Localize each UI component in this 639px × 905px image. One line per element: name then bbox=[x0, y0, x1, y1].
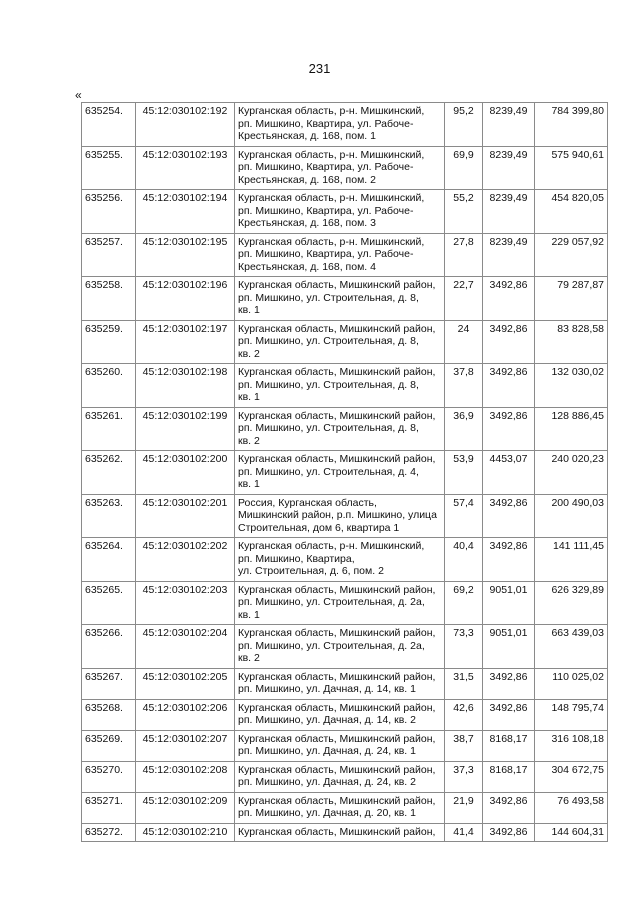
cadastral-number-cell: 45:12:030102:205 bbox=[136, 668, 235, 699]
area-cell: 55,2 bbox=[445, 190, 483, 234]
specific-value-cell: 3492,86 bbox=[483, 494, 535, 538]
cadastral-value-table bbox=[81, 102, 608, 842]
cadastral-number-cell: 45:12:030102:197 bbox=[136, 320, 235, 364]
cadastral-number-cell: 45:12:030102:198 bbox=[136, 364, 235, 408]
specific-value-cell: 3492,86 bbox=[483, 538, 535, 582]
area-cell: 69,2 bbox=[445, 581, 483, 625]
table-row bbox=[82, 823, 608, 842]
table-row bbox=[82, 699, 608, 730]
address-line: рп. Мишкино, ул. Строительная, д. 8, bbox=[238, 378, 419, 391]
address-line: кв. 1 bbox=[238, 608, 260, 621]
address-line: Курганская область, р-н. Мишкинский, bbox=[238, 235, 425, 248]
specific-value-cell: 3492,86 bbox=[483, 668, 535, 699]
address-line: Курганская область, Мишкинский район, bbox=[238, 453, 436, 465]
specific-value-cell: 3492,86 bbox=[483, 823, 535, 842]
area-cell: 41,4 bbox=[445, 823, 483, 842]
cadastral-value-cell: 132 030,02 bbox=[535, 364, 608, 408]
table-row bbox=[82, 730, 608, 761]
row-number-cell: 635267. bbox=[82, 668, 136, 699]
table-row bbox=[82, 761, 608, 792]
address-line: рп. Мишкино, Квартира, ул. Рабоче- bbox=[238, 117, 414, 130]
address-cell bbox=[235, 364, 445, 408]
table-row bbox=[82, 146, 608, 190]
area-cell: 53,9 bbox=[445, 451, 483, 495]
address-line: Курганская область, Мишкинский район, bbox=[238, 794, 436, 807]
table-row bbox=[82, 668, 608, 699]
cadastral-value-cell: 83 828,58 bbox=[535, 320, 608, 364]
address-cell bbox=[235, 625, 445, 669]
address-line: кв. 2 bbox=[238, 434, 260, 447]
table-body bbox=[82, 103, 608, 842]
cadastral-value-cell: 454 820,05 bbox=[535, 190, 608, 234]
address-cell bbox=[235, 730, 445, 761]
cadastral-value-cell: 663 439,03 bbox=[535, 625, 608, 669]
cadastral-value-cell: 79 287,87 bbox=[535, 277, 608, 321]
address-line: Курганская область, Мишкинский район, bbox=[238, 627, 436, 639]
specific-value-cell: 8239,49 bbox=[483, 190, 535, 234]
specific-value-cell: 8168,17 bbox=[483, 761, 535, 792]
cadastral-number-cell: 45:12:030102:210 bbox=[136, 823, 235, 842]
row-number-cell: 635268. bbox=[82, 699, 136, 730]
area-cell: 36,9 bbox=[445, 407, 483, 451]
table-row bbox=[82, 233, 608, 277]
table-row bbox=[82, 792, 608, 823]
row-number-cell: 635254. bbox=[82, 103, 136, 147]
cadastral-value-cell: 76 493,58 bbox=[535, 792, 608, 823]
address-line: Курганская область, р-н. Мишкинский, bbox=[238, 192, 425, 204]
row-number-cell: 635266. bbox=[82, 625, 136, 669]
table-row bbox=[82, 494, 608, 538]
table-row bbox=[82, 277, 608, 321]
address-line: кв. 1 bbox=[238, 391, 260, 403]
area-cell: 40,4 bbox=[445, 538, 483, 582]
address-line: рп. Мишкино, ул. Строительная, д. 4, bbox=[238, 465, 419, 478]
address-line: Курганская область, р-н. Мишкинский, bbox=[238, 105, 425, 117]
address-cell bbox=[235, 823, 445, 842]
address-line: Курганская область, Мишкинский район, bbox=[238, 583, 436, 596]
cadastral-number-cell: 45:12:030102:193 bbox=[136, 146, 235, 190]
row-number-cell: 635255. bbox=[82, 146, 136, 190]
cadastral-number-cell: 45:12:030102:196 bbox=[136, 277, 235, 321]
specific-value-cell: 3492,86 bbox=[483, 792, 535, 823]
cadastral-number-cell: 45:12:030102:195 bbox=[136, 233, 235, 277]
address-line: рп. Мишкино, Квартира, ул. Рабоче- bbox=[238, 204, 414, 217]
address-line: Курганская область, Мишкинский район, bbox=[238, 670, 436, 683]
address-cell bbox=[235, 699, 445, 730]
cadastral-number-cell: 45:12:030102:203 bbox=[136, 581, 235, 625]
area-cell: 37,8 bbox=[445, 364, 483, 408]
cadastral-number-cell: 45:12:030102:194 bbox=[136, 190, 235, 234]
address-cell bbox=[235, 103, 445, 147]
address-cell bbox=[235, 494, 445, 538]
cadastral-value-cell: 200 490,03 bbox=[535, 494, 608, 538]
address-line: рп. Мишкино, ул. Строительная, д. 8, bbox=[238, 422, 419, 434]
cadastral-number-cell: 45:12:030102:209 bbox=[136, 792, 235, 823]
address-line: рп. Мишкино, ул. Строительная, д. 2а, bbox=[238, 596, 425, 608]
specific-value-cell: 8239,49 bbox=[483, 233, 535, 277]
opening-quote-mark: « bbox=[75, 88, 82, 102]
address-cell bbox=[235, 668, 445, 699]
cadastral-number-cell: 45:12:030102:208 bbox=[136, 761, 235, 792]
row-number-cell: 635256. bbox=[82, 190, 136, 234]
address-line: Курганская область, Мишкинский район, bbox=[238, 322, 436, 335]
address-line: рп. Мишкино, Квартира, bbox=[238, 552, 355, 565]
area-cell: 24 bbox=[445, 320, 483, 364]
area-cell: 73,3 bbox=[445, 625, 483, 669]
address-line: Курганская область, Мишкинский район, bbox=[238, 701, 436, 714]
specific-value-cell: 3492,86 bbox=[483, 320, 535, 364]
cadastral-value-cell: 784 399,80 bbox=[535, 103, 608, 147]
table-row bbox=[82, 625, 608, 669]
specific-value-cell: 3492,86 bbox=[483, 699, 535, 730]
address-line: кв. 2 bbox=[238, 347, 260, 360]
area-cell: 37,3 bbox=[445, 761, 483, 792]
cadastral-number-cell: 45:12:030102:204 bbox=[136, 625, 235, 669]
address-cell bbox=[235, 320, 445, 364]
cadastral-value-cell: 229 057,92 bbox=[535, 233, 608, 277]
row-number-cell: 635269. bbox=[82, 730, 136, 761]
address-line: Курганская область, Мишкинский район, bbox=[238, 409, 436, 422]
specific-value-cell: 3492,86 bbox=[483, 364, 535, 408]
row-number-cell: 635265. bbox=[82, 581, 136, 625]
address-line: Курганская область, Мишкинский район, bbox=[238, 279, 436, 291]
address-cell bbox=[235, 792, 445, 823]
cadastral-number-cell: 45:12:030102:207 bbox=[136, 730, 235, 761]
row-number-cell: 635257. bbox=[82, 233, 136, 277]
address-line: Крестьянская, д. 168, пом. 3 bbox=[238, 217, 376, 229]
address-line: кв. 1 bbox=[238, 304, 260, 316]
row-number-cell: 635258. bbox=[82, 277, 136, 321]
page-number: 231 bbox=[308, 61, 331, 76]
specific-value-cell: 3492,86 bbox=[483, 277, 535, 321]
area-cell: 95,2 bbox=[445, 103, 483, 147]
specific-value-cell: 3492,86 bbox=[483, 407, 535, 451]
row-number-cell: 635261. bbox=[82, 407, 136, 451]
table-row bbox=[82, 364, 608, 408]
cadastral-number-cell: 45:12:030102:206 bbox=[136, 699, 235, 730]
table-row bbox=[82, 320, 608, 364]
table-row bbox=[82, 190, 608, 234]
address-line: рп. Мишкино, ул. Дачная, д. 20, кв. 1 bbox=[238, 807, 416, 819]
table-row bbox=[82, 103, 608, 147]
area-cell: 31,5 bbox=[445, 668, 483, 699]
area-cell: 27,8 bbox=[445, 233, 483, 277]
specific-value-cell: 8239,49 bbox=[483, 146, 535, 190]
address-line: рп. Мишкино, ул. Дачная, д. 24, кв. 1 bbox=[238, 745, 416, 757]
address-cell bbox=[235, 761, 445, 792]
table-row bbox=[82, 407, 608, 451]
address-line: Строительная, дом 6, квартира 1 bbox=[238, 521, 400, 534]
address-line: Курганская область, Мишкинский район, bbox=[238, 763, 436, 776]
specific-value-cell: 8239,49 bbox=[483, 103, 535, 147]
address-line: Курганская область, Мишкинский район, bbox=[238, 366, 436, 378]
address-cell bbox=[235, 277, 445, 321]
address-cell bbox=[235, 451, 445, 495]
address-line: Крестьянская, д. 168, пом. 1 bbox=[238, 130, 376, 142]
address-line: Курганская область, р-н. Мишкинский, bbox=[238, 148, 425, 161]
cadastral-value-cell: 240 020,23 bbox=[535, 451, 608, 495]
cadastral-number-cell: 45:12:030102:201 bbox=[136, 494, 235, 538]
cadastral-number-cell: 45:12:030102:199 bbox=[136, 407, 235, 451]
specific-value-cell: 9051,01 bbox=[483, 581, 535, 625]
cadastral-number-cell: 45:12:030102:202 bbox=[136, 538, 235, 582]
specific-value-cell: 9051,01 bbox=[483, 625, 535, 669]
address-line: рп. Мишкино, ул. Дачная, д. 14, кв. 1 bbox=[238, 683, 416, 695]
cadastral-value-cell: 141 111,45 bbox=[535, 538, 608, 582]
table-row bbox=[82, 538, 608, 582]
cadastral-value-cell: 128 886,45 bbox=[535, 407, 608, 451]
address-line: Крестьянская, д. 168, пом. 4 bbox=[238, 260, 376, 273]
area-cell: 42,6 bbox=[445, 699, 483, 730]
row-number-cell: 635262. bbox=[82, 451, 136, 495]
area-cell: 21,9 bbox=[445, 792, 483, 823]
cadastral-number-cell: 45:12:030102:200 bbox=[136, 451, 235, 495]
address-line: рп. Мишкино, ул. Строительная, д. 2а, bbox=[238, 639, 425, 652]
address-cell bbox=[235, 407, 445, 451]
area-cell: 38,7 bbox=[445, 730, 483, 761]
row-number-cell: 635260. bbox=[82, 364, 136, 408]
address-line: рп. Мишкино, Квартира, ул. Рабоче- bbox=[238, 248, 414, 260]
address-line: рп. Мишкино, ул. Дачная, д. 14, кв. 2 bbox=[238, 714, 416, 726]
area-cell: 22,7 bbox=[445, 277, 483, 321]
address-line: Курганская область, Мишкинский район, bbox=[238, 825, 436, 838]
cadastral-value-cell: 304 672,75 bbox=[535, 761, 608, 792]
address-cell bbox=[235, 190, 445, 234]
address-line: рп. Мишкино, ул. Дачная, д. 24, кв. 2 bbox=[238, 776, 416, 788]
row-number-cell: 635259. bbox=[82, 320, 136, 364]
address-cell bbox=[235, 581, 445, 625]
address-line: рп. Мишкино, ул. Строительная, д. 8, bbox=[238, 291, 419, 304]
address-line: ул. Строительная, д. 6, пом. 2 bbox=[238, 565, 384, 577]
address-cell bbox=[235, 146, 445, 190]
specific-value-cell: 8168,17 bbox=[483, 730, 535, 761]
address-line: кв. 1 bbox=[238, 478, 260, 490]
area-cell: 57,4 bbox=[445, 494, 483, 538]
table-row bbox=[82, 451, 608, 495]
address-line: Курганская область, р-н. Мишкинский, bbox=[238, 540, 425, 552]
address-line: Курганская область, Мишкинский район, bbox=[238, 732, 436, 745]
table-row bbox=[82, 581, 608, 625]
specific-value-cell: 4453,07 bbox=[483, 451, 535, 495]
area-cell: 69,9 bbox=[445, 146, 483, 190]
cadastral-value-cell: 626 329,89 bbox=[535, 581, 608, 625]
row-number-cell: 635263. bbox=[82, 494, 136, 538]
row-number-cell: 635271. bbox=[82, 792, 136, 823]
address-line: Крестьянская, д. 168, пом. 2 bbox=[238, 173, 376, 186]
address-cell bbox=[235, 538, 445, 582]
row-number-cell: 635272. bbox=[82, 823, 136, 842]
address-line: Мишкинский район, р.п. Мишкино, улица bbox=[238, 509, 437, 521]
address-line: рп. Мишкино, Квартира, ул. Рабоче- bbox=[238, 161, 414, 173]
address-line: Россия, Курганская область, bbox=[238, 496, 377, 509]
cadastral-number-cell: 45:12:030102:192 bbox=[136, 103, 235, 147]
cadastral-value-cell: 144 604,31 bbox=[535, 823, 608, 842]
address-cell bbox=[235, 233, 445, 277]
row-number-cell: 635264. bbox=[82, 538, 136, 582]
cadastral-value-cell: 148 795,74 bbox=[535, 699, 608, 730]
cadastral-value-cell: 110 025,02 bbox=[535, 668, 608, 699]
address-line: рп. Мишкино, ул. Строительная, д. 8, bbox=[238, 335, 419, 347]
row-number-cell: 635270. bbox=[82, 761, 136, 792]
address-line: кв. 2 bbox=[238, 652, 260, 664]
cadastral-value-cell: 575 940,61 bbox=[535, 146, 608, 190]
cadastral-value-cell: 316 108,18 bbox=[535, 730, 608, 761]
